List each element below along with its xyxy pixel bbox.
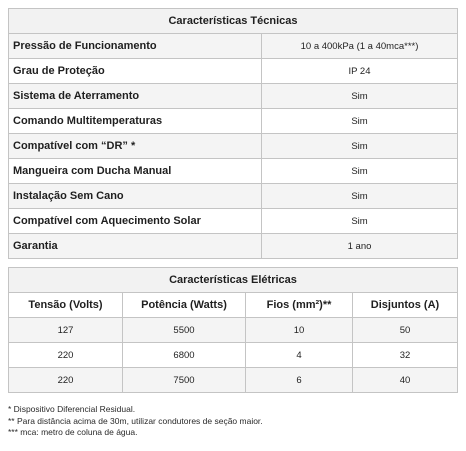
spec-label: Mangueira com Ducha Manual [9, 159, 262, 184]
cell-voltage: 220 [9, 368, 123, 393]
cell-wires: 10 [246, 318, 353, 343]
column-header-power: Potência (Watts) [123, 293, 246, 318]
cell-voltage: 127 [9, 318, 123, 343]
electrical-specs-body [9, 318, 458, 393]
spec-label: Sistema de Aterramento [9, 84, 262, 109]
cell-breakers: 32 [353, 343, 458, 368]
table-row [9, 368, 458, 393]
spec-label: Compatível com “DR” * [9, 134, 262, 159]
spec-label: Comando Multitemperaturas [9, 109, 262, 134]
table-row [9, 84, 458, 109]
table-row [9, 209, 458, 234]
cell-wires: 4 [246, 343, 353, 368]
table-row [9, 234, 458, 259]
technical-specs-title: Características Técnicas [9, 9, 458, 34]
spec-label: Pressão de Funcionamento [9, 34, 262, 59]
table-row [9, 159, 458, 184]
spec-value: IP 24 [262, 59, 458, 84]
cell-power: 5500 [123, 318, 246, 343]
cell-power: 6800 [123, 343, 246, 368]
cell-wires: 6 [246, 368, 353, 393]
spec-value: 10 a 400kPa (1 a 40mca***) [262, 34, 458, 59]
column-header-voltage: Tensão (Volts) [9, 293, 123, 318]
technical-specs-body [9, 34, 458, 259]
electrical-specs-header-row [9, 268, 458, 293]
electrical-specs-table [8, 267, 458, 393]
spec-value: Sim [262, 84, 458, 109]
footnote-dr: * Dispositivo Diferencial Residual. [8, 404, 136, 414]
cell-breakers: 50 [353, 318, 458, 343]
footnote-mca: *** mca: metro de coluna de água. [8, 427, 138, 437]
table-row [9, 343, 458, 368]
technical-specs-table [8, 8, 458, 259]
column-header-wires: Fios (mm²)** [246, 293, 353, 318]
column-header-breakers: Disjuntos (A) [353, 293, 458, 318]
table-row [9, 318, 458, 343]
column-header-row [9, 293, 458, 318]
spec-value: Sim [262, 184, 458, 209]
table-row [9, 34, 458, 59]
cell-voltage: 220 [9, 343, 123, 368]
cell-power: 7500 [123, 368, 246, 393]
footnotes [8, 404, 263, 439]
electrical-specs-title: Características Elétricas [9, 268, 458, 293]
spec-label: Grau de Proteção [9, 59, 262, 84]
technical-specs-header-row [9, 9, 458, 34]
cell-breakers: 40 [353, 368, 458, 393]
spec-value: Sim [262, 209, 458, 234]
spec-value: Sim [262, 109, 458, 134]
spec-label: Instalação Sem Cano [9, 184, 262, 209]
spec-label: Compatível com Aquecimento Solar [9, 209, 262, 234]
spec-value: 1 ano [262, 234, 458, 259]
spec-value: Sim [262, 159, 458, 184]
footnote-distance: ** Para distância acima de 30m, utilizar condutores de seção maior. [8, 415, 263, 426]
table-row [9, 59, 458, 84]
table-row [9, 109, 458, 134]
spec-label: Garantia [9, 234, 262, 259]
spec-value: Sim [262, 134, 458, 159]
table-row [9, 134, 458, 159]
table-row [9, 184, 458, 209]
